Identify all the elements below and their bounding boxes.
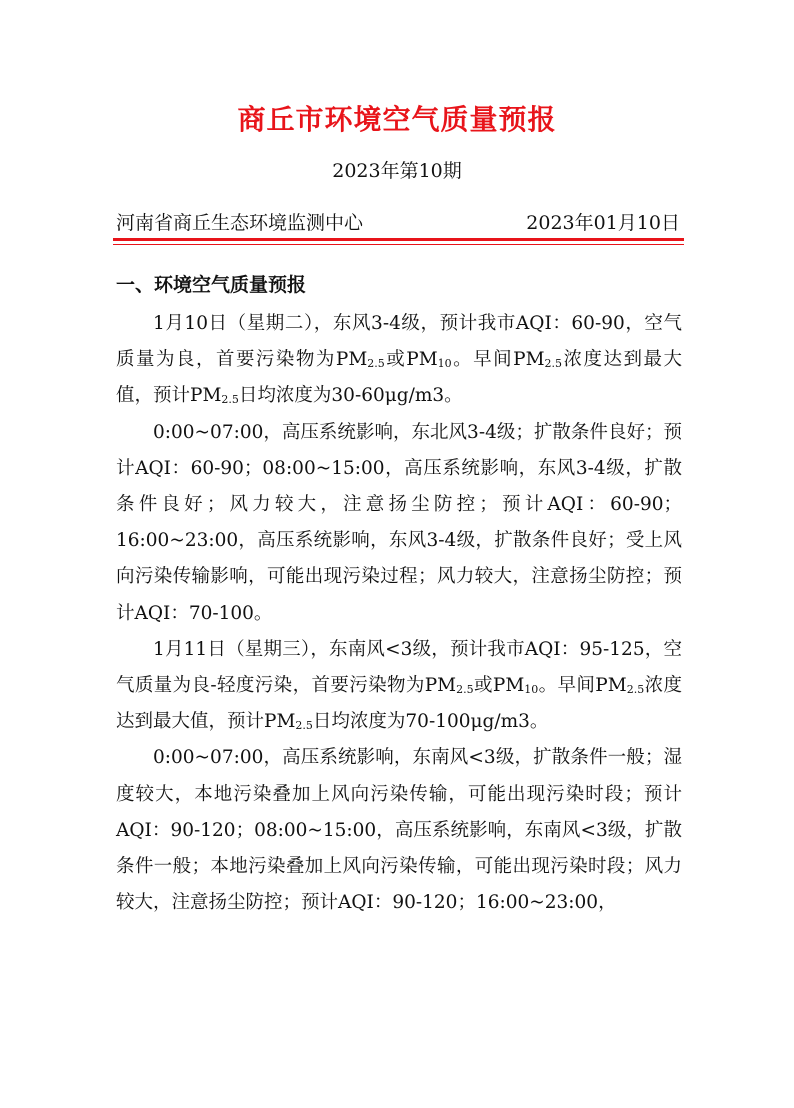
text-segment: 日均浓度为30-60μg/m3。 bbox=[238, 385, 463, 407]
text-segment: 。早间PM bbox=[451, 349, 545, 371]
subscript: 10 bbox=[524, 683, 539, 697]
text-segment: 1月11日（星期三），东南风<3级，预计我市AQI：95-125，空气质量为良-轻度污染，首要污染物为PM bbox=[116, 638, 682, 697]
subscript: 2.5 bbox=[221, 393, 239, 407]
subscript: 2.5 bbox=[295, 719, 313, 733]
text-segment: 日均浓度为70-100μg/m3。 bbox=[312, 711, 549, 733]
subscript: 10 bbox=[437, 357, 452, 371]
subscript: 2.5 bbox=[626, 683, 645, 697]
text-segment: 浓度达到最大值，预计PM bbox=[116, 675, 682, 733]
header-divider-thin bbox=[113, 244, 684, 245]
report-title: 商丘市环境空气质量预报 bbox=[237, 103, 557, 136]
paragraph-jan10-hourly: 0:00~07:00，高压系统影响，东北风3-4级；扩散条件良好；预计AQI：60-90；08:00~15:00，高压系统影响，东风3-4级，扩散条件良好；风力较大，注意扬尘防控；预计AQI：60-90；16:00~23:00，高压系统影响，东风3-4级，扩散条件良好；受上风向污染传输影响，可能出现污染过程；风力较大，注意扬尘防控；预计AQI：70-100。 bbox=[116, 421, 682, 624]
issue-date: 2023年01月10日 bbox=[526, 212, 680, 234]
subscript: 2.5 bbox=[544, 357, 563, 371]
text-segment: 或PM bbox=[473, 675, 525, 697]
forecast-body bbox=[116, 306, 682, 921]
issuing-organization: 河南省商丘生态环境监测中心 bbox=[116, 212, 364, 234]
section-heading: 一、环境空气质量预报 bbox=[116, 274, 307, 296]
issue-number: 2023年第10期 bbox=[332, 160, 462, 182]
paragraph-jan10-summary bbox=[116, 306, 682, 415]
text-segment: 浓度达到最大值，预计PM bbox=[116, 349, 682, 407]
text-segment: 或PM bbox=[384, 349, 438, 371]
text-segment: 1月10日（星期二），东风3-4级，预计我市AQI：60-90，空气质量为良，首要污染物为PM bbox=[116, 313, 682, 371]
paragraph-jan11-summary bbox=[116, 632, 682, 741]
subscript: 2.5 bbox=[456, 683, 474, 697]
text-segment: 。早间PM bbox=[538, 675, 627, 697]
subscript: 2.5 bbox=[367, 357, 385, 371]
paragraph-jan11-hourly: 0:00~07:00，高压系统影响，东南风<3级，扩散条件一般；湿度较大，本地污染叠加上风向污染传输，可能出现污染时段；预计AQI：90-120；08:00~15:00，高压系统影响，东南风<3级，扩散条件一般；本地污染叠加上风向污染传输，可能出现污染时段；风力较大，注意扬尘防控；预计AQI：90-120；16:00~23:00， bbox=[116, 747, 682, 914]
header-divider-thick bbox=[113, 238, 684, 241]
